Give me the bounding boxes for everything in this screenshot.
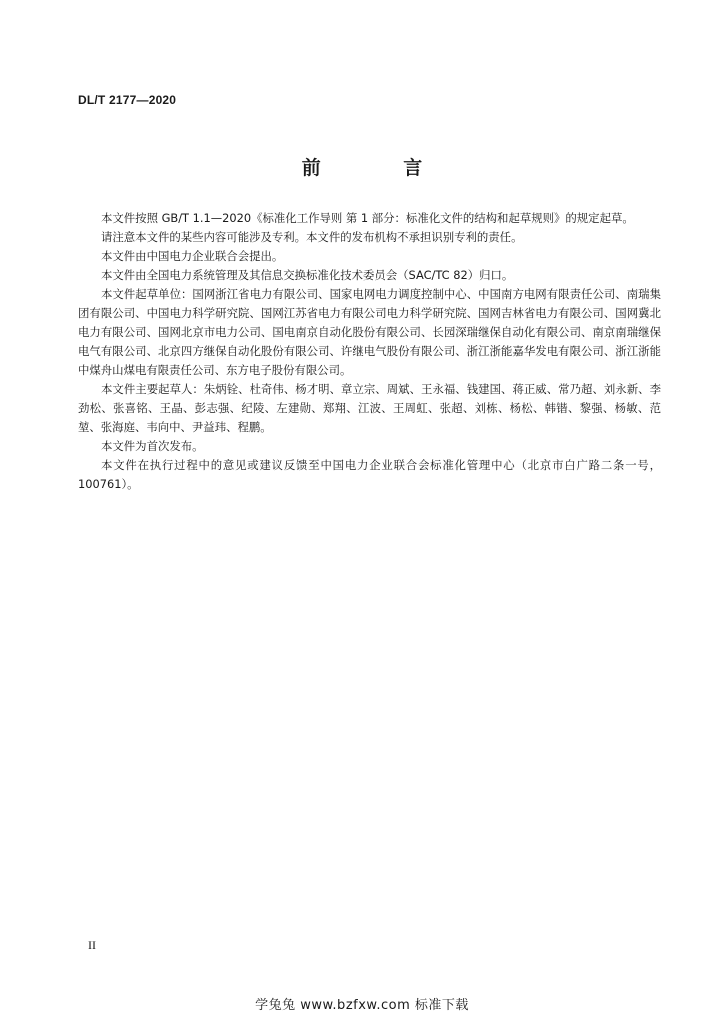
paragraph-feedback: 本文件在执行过程中的意见或建议反馈至中国电力企业联合会标准化管理中心（北京市白广路二条一号，100761）。 [78,458,661,491]
paragraph-patent-notice: 请注意本文件的某些内容可能涉及专利。本文件的发布机构不承担识别专利的责任。 [101,230,523,244]
paragraph-proposer: 本文件由中国电力企业联合会提出。 [101,249,284,263]
paragraph-drafting-rules: 本文件按照 GB/T 1.1—2020《标准化工作导则 第 1 部分：标准化文件的结构和起草规则》的规定起草。 [101,211,634,225]
paragraph-committee: 本文件由全国电力系统管理及其信息交换标准化技术委员会（SAC/TC 82）归口。 [101,268,514,282]
page-number: II [88,938,96,952]
paragraph-drafting-units: 本文件起草单位：国网浙江省电力有限公司、国家电网电力调度控制中心、中国南方电网有限责任公司、南瑞集团有限公司、中国电力科学研究院、国网江苏省电力有限公司电力科学研究院、国网吉林省电力有限公司、国网冀北电力有限公司、国网北京市电力公司、国电南京自动化股份有限公司、长园深瑞继保自动化有限公司、南京南瑞继保电气有限公司、北京四方继保自动化股份有限公司、许继电气股份有限公司、浙江浙能嘉华发电有限公司、浙江浙能中煤舟山煤电有限责任公司、东方电子股份有限公司。 [78,287,661,377]
paragraph-drafters: 本文件主要起草人：朱炳铨、杜奇伟、杨才明、章立宗、周斌、王永福、钱建国、蒋正威、常乃超、刘永新、李劲松、张喜铭、王晶、彭志强、纪陵、左建勋、郑翔、江波、王周虹、张超、刘栋、杨松、韩锴、黎强、杨敏、范堃、张海庭、韦向中、尹益玮、程鹏。 [78,382,661,434]
page-title: 前 言 [301,157,461,179]
footer-watermark: 学兔兔 www.bzfxw.com 标准下载 [255,998,469,1013]
standard-code: DL/T 2177—2020 [78,93,177,107]
paragraph-first-release: 本文件为首次发布。 [101,439,204,453]
foreword-body [78,209,661,494]
